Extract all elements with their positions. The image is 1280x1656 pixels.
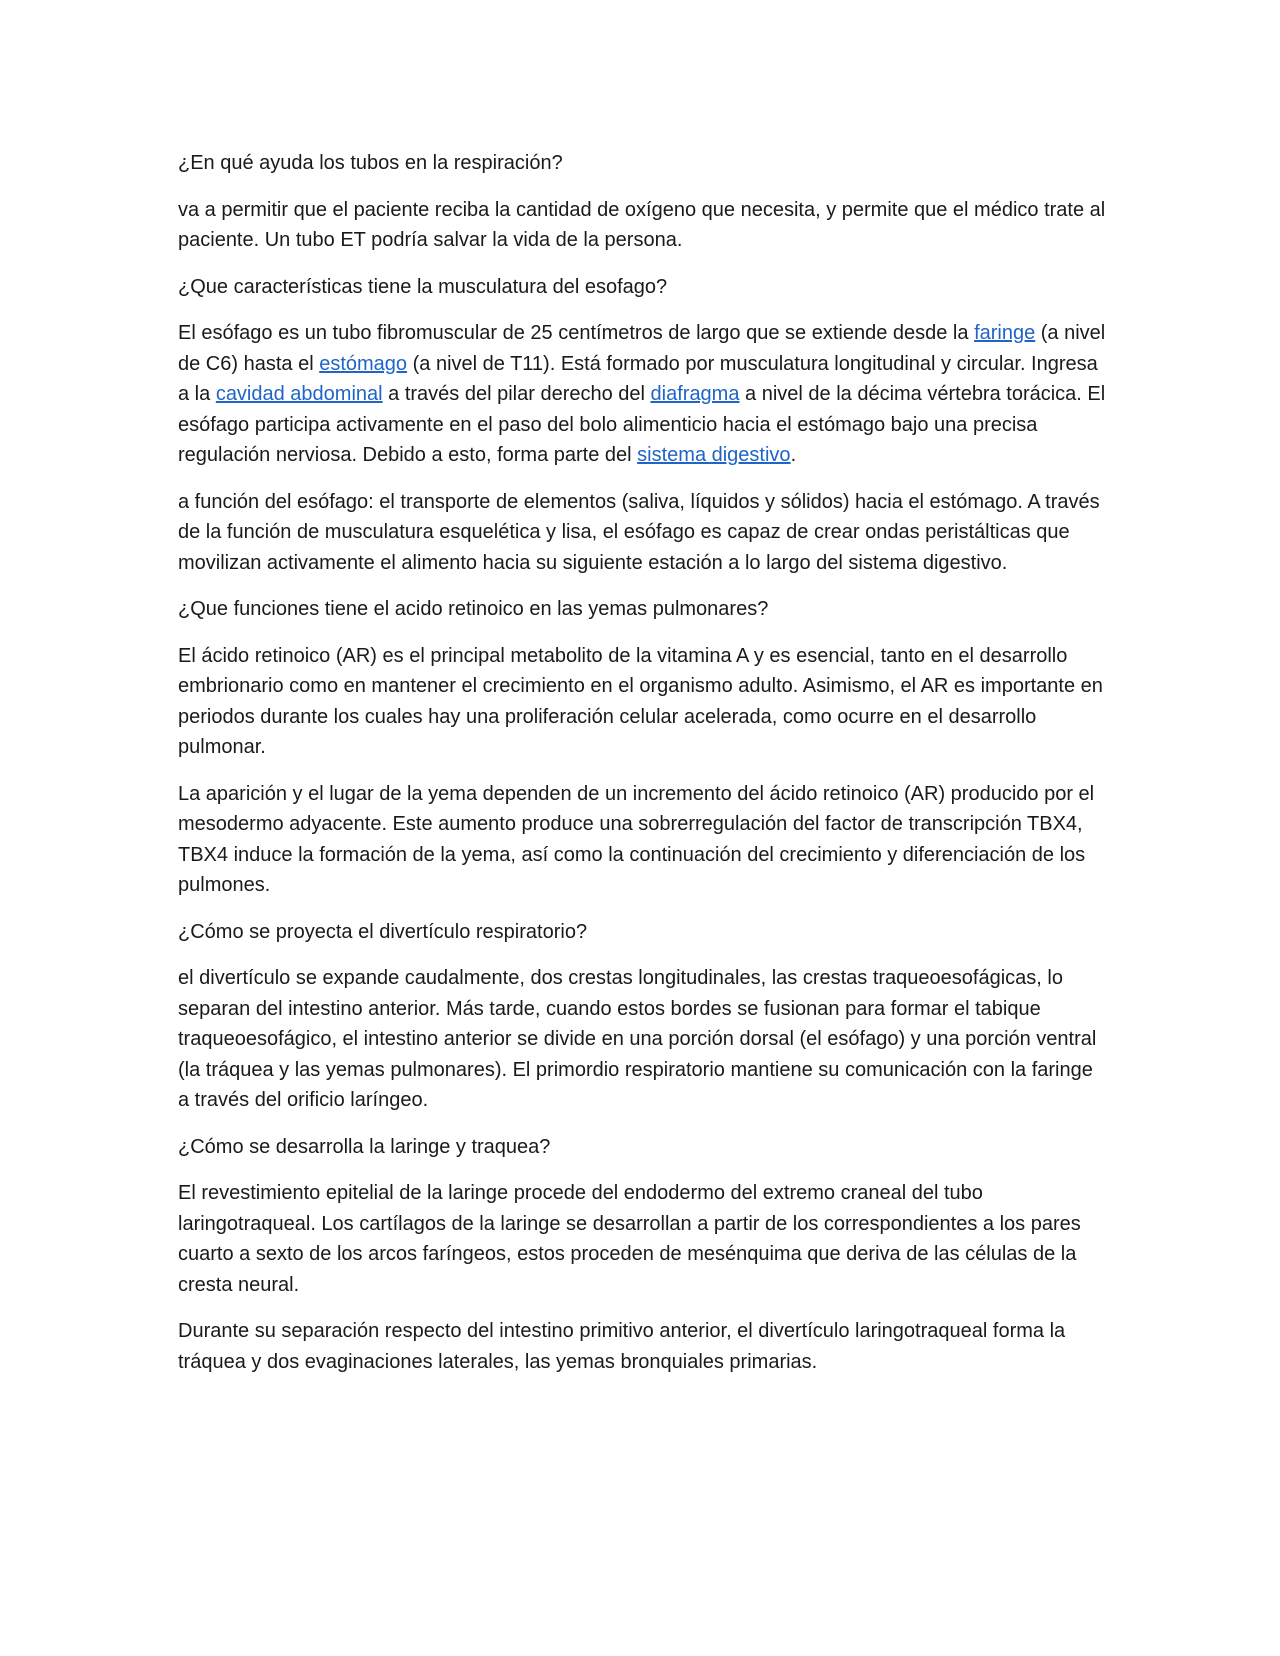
answer-larynx-trachea: El revestimiento epitelial de la laringe procede del endodermo del extremo craneal del tubo laringotraqueal. Los cartílagos de la laringe se desarrollan a partir de los correspondientes a los pares cuarto a sexto de los arcos faríngeos, estos proceden de mesénquima que deriva de las células de la cresta neural. <box>178 1182 1081 1296</box>
answer-text-1: El esófago es un tubo fibromuscular de 25 centímetros de largo que se extiende desde la <box>178 322 975 344</box>
question-tubes-breathing: ¿En qué ayuda los tubos en la respiración? <box>178 152 563 174</box>
answer-esophagus-function: a función del esófago: el transporte de elementos (saliva, líquidos y sólidos) hacia el estómago. A través de la función de musculatura esquelética y lisa, el esófago es capaz de crear ondas peristálticas que movilizan activamente el alimento hacia su siguiente estación a lo largo del sistema digestivo. <box>178 490 1100 574</box>
answer-retinoic-acid-bud: La aparición y el lugar de la yema dependen de un incremento del ácido retinoico (AR) producido por el mesodermo adyacente. Este aumento produce una sobrerregulación del factor de transcripción TBX4, TBX4 induce la formación de la yema, así como la continuación del crecimiento y diferenciación de los pulmones. <box>178 782 1095 896</box>
answer-respiratory-diverticulum: el divertículo se expande caudalmente, dos crestas longitudinales, las crestas traqueoesofágicas, lo separan del intestino anterior. Más tarde, cuando estos bordes se fusionan para formar el tabique traqueoesofágico, el intestino anterior se divide en una porción dorsal (el esófago) y una porción ventral (la tráquea y las yemas pulmonares). El primordio respiratorio mantiene su comunicación con la faringe a través del orificio laríngeo. <box>178 967 1097 1111</box>
answer-retinoic-acid: El ácido retinoico (AR) es el principal metabolito de la vitamina A y es esencial, tanto en el desarrollo embrionario como en mantener el crecimiento en el organismo adulto. Asimismo, el AR es importante en periodos durante los cuales hay una proliferación celular acelerada, como ocurre en el desarrollo pulmonar. <box>178 644 1103 758</box>
question-esophagus-muscles: ¿Que características tiene la musculatura del esofago? <box>178 275 668 298</box>
document-page <box>178 148 1108 1393</box>
link-cavidad-abdominal[interactable]: cavidad abdominal <box>215 383 383 405</box>
link-diafragma[interactable]: diafragma <box>650 383 740 405</box>
answer-text-3: (a nivel de T11). Está formado por musculatura longitudinal y circular. Ingresa a la <box>178 352 1098 405</box>
answer-text-2: (a nivel de C6) hasta el <box>178 322 1106 375</box>
question-larynx-trachea: ¿Cómo se desarrolla la laringe y traquea? <box>178 1135 551 1158</box>
answer-text-4: a través del pilar derecho del <box>382 383 651 405</box>
answer-text-6: . <box>790 444 797 466</box>
answer-esophagus-muscles <box>178 318 1108 471</box>
link-estomago[interactable]: estómago <box>319 352 408 375</box>
answer-text-5: a nivel de la décima vértebra torácica. El esófago participa activamente en el paso del bolo alimenticio hacia el estómago bajo una precisa regulación nerviosa. Debido a esto, forma parte del <box>178 383 1106 466</box>
link-sistema-digestivo[interactable]: sistema digestivo <box>637 444 791 466</box>
question-respiratory-diverticulum: ¿Cómo se proyecta el divertículo respiratorio? <box>178 920 588 943</box>
link-faringe[interactable]: faringe <box>974 322 1036 344</box>
answer-tubes-breathing: va a permitir que el paciente reciba la cantidad de oxígeno que necesita, y permite que el médico trate al paciente. Un tubo ET podría salvar la vida de la persona. <box>178 198 1106 251</box>
answer-larynx-trachea-separation: Durante su separación respecto del intestino primitivo anterior, el divertículo laringotraqueal forma la tráquea y dos evaginaciones laterales, las yemas bronquiales primarias. <box>178 1320 1066 1373</box>
question-retinoic-acid: ¿Que funciones tiene el acido retinoico en las yemas pulmonares? <box>178 598 769 620</box>
